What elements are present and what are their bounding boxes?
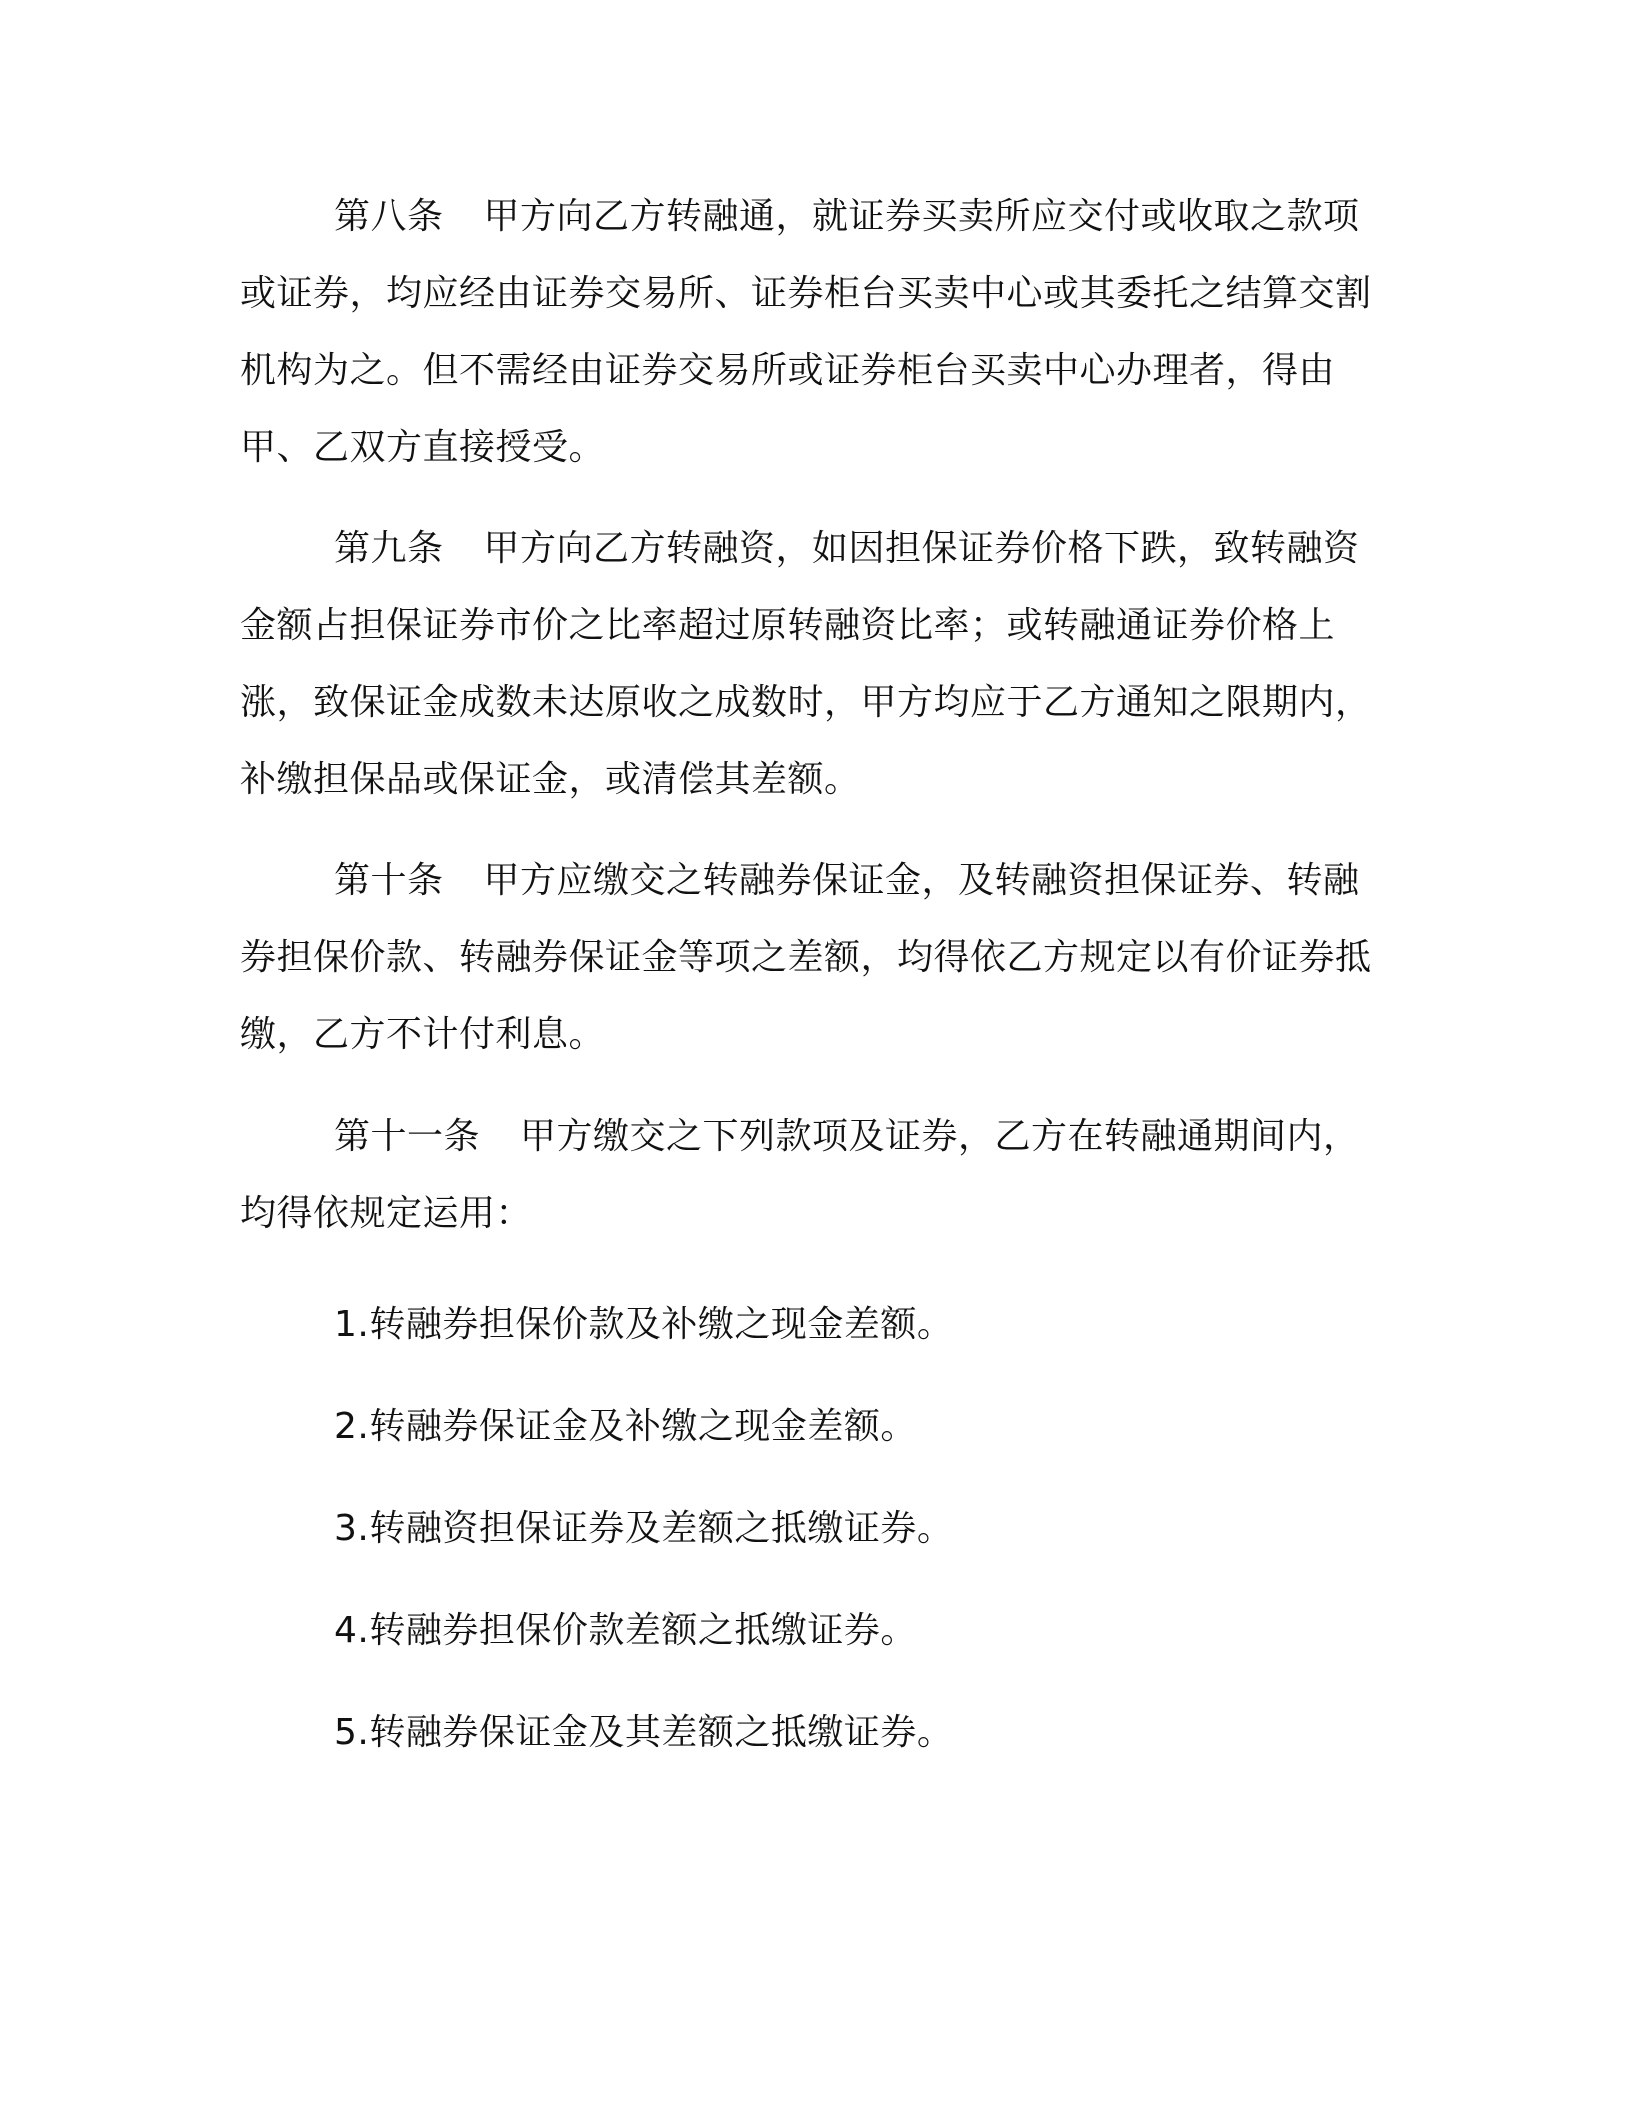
list-item: 2.转融券保证金及补缴之现金差额。 xyxy=(334,1406,917,1447)
article-number: 第九条 xyxy=(334,528,444,569)
article-number: 第八条 xyxy=(334,196,444,237)
article-text: 甲方应缴交之转融券保证金，及转融资担保证券、转融券担保价款、转融券保证金等项之差额，均得依乙方规定以有价证券抵缴，乙方不计付利息。 xyxy=(240,860,1372,1055)
list-item: 1.转融券担保价款及补缴之现金差额。 xyxy=(334,1304,954,1345)
article-9 xyxy=(240,510,1376,818)
list-item: 4.转融券担保价款差额之抵缴证券。 xyxy=(334,1610,917,1651)
article-text: 甲方向乙方转融通，就证券买卖所应交付或收取之款项或证券，均应经由证券交易所、证券柜台买卖中心或其委托之结算交割机构为之。但不需经由证券交易所或证券柜台买卖中心办理者，得由甲、乙双方直接授受。 xyxy=(240,196,1372,468)
article-number: 第十条 xyxy=(334,860,444,901)
article-11 xyxy=(240,1098,1376,1252)
article-text: 甲方缴交之下列款项及证券，乙方在转融通期间内，均得依规定运用： xyxy=(240,1116,1360,1234)
article-text: 甲方向乙方转融资，如因担保证券价格下跌，致转融资金额占担保证券市价之比率超过原转融资比率；或转融通证券价格上涨，致保证金成数未达原收之成数时，甲方均应于乙方通知之限期内，补缴担保品或保证金，或清偿其差额。 xyxy=(240,528,1372,800)
article-10 xyxy=(240,842,1376,1073)
article-number: 第十一条 xyxy=(334,1116,481,1157)
article-8 xyxy=(240,178,1376,486)
list-item: 5.转融券保证金及其差额之抵缴证券。 xyxy=(334,1712,954,1753)
list-item: 3.转融资担保证券及差额之抵缴证券。 xyxy=(334,1508,954,1549)
